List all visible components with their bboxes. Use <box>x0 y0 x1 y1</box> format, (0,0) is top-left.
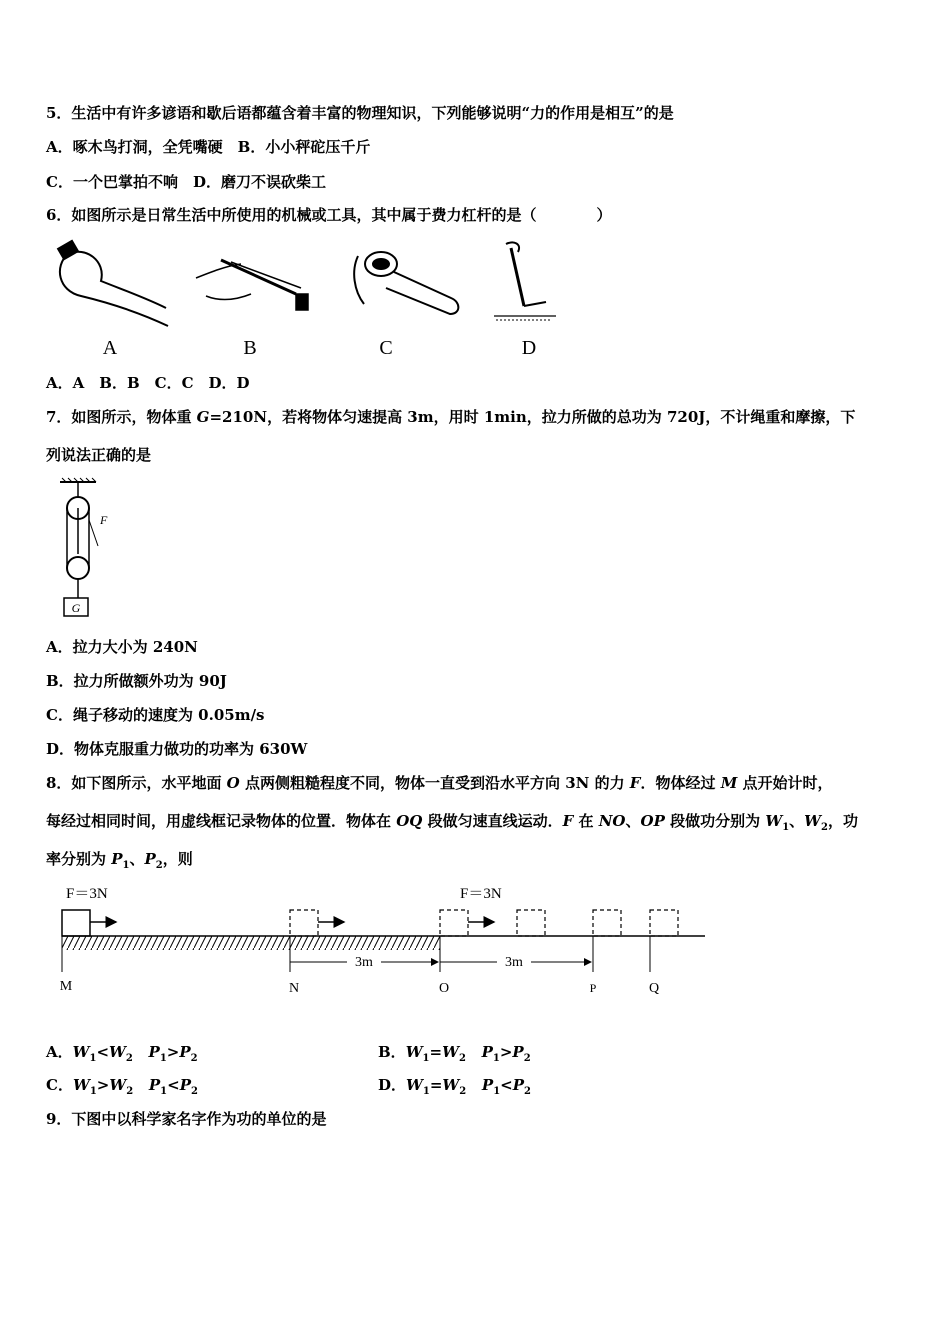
dashed-position-n <box>290 910 318 936</box>
q6-label-b: B <box>243 337 257 359</box>
tweezers-icon <box>196 260 308 310</box>
object-block <box>62 910 90 936</box>
q8-stem-line1: 8．如下图所示，水平地面 O 点两侧粗糙程度不同，物体一直受到沿水平方向 3N 的力 F．物体经过 M 点开始计时， <box>46 774 833 792</box>
point-p: P <box>589 981 597 995</box>
q7-option-b: B．拉力所做额外功为 90J <box>46 672 227 690</box>
q7-option-a: A．拉力大小为 240N <box>46 638 198 656</box>
q8-force-right: F＝3N <box>460 886 502 902</box>
q8-option-d: D．$W_1=W_2$ $P_1<P_2$ <box>378 1076 531 1097</box>
q7-option-c: C．绳子移动的速度为 0.05m/s <box>46 706 265 724</box>
q7-pulley-figure <box>50 476 130 621</box>
q5-options-row1: A．啄木鸟打洞，全凭嘴硬 B．小小秤砣压千斤 <box>46 138 371 156</box>
q8-stem-line2: 每经过相同时间，用虚线框记录物体的位置．物体在 OQ 段做匀速直线运动．F 在 NO、OP 段做功分别为 $W_1$、$W_2$，功 <box>46 812 859 833</box>
q6-options: A．A B．B C．C D．D <box>46 374 250 392</box>
q7-force-label: F <box>100 513 108 527</box>
q7-stem-line2: 列说法正确的是 <box>46 446 152 464</box>
dashed-position-p <box>593 910 621 936</box>
q8-distance-no: 3m <box>355 955 373 970</box>
rough-ground <box>62 936 440 950</box>
dashed-position-o <box>440 910 468 936</box>
q8-option-c: C．$W_1>W_2$ $P_1<P_2$ <box>46 1076 198 1097</box>
point-q: Q <box>648 981 660 996</box>
q8-distance-op: 3m <box>505 955 523 970</box>
q5-stem: 5．生活中有许多谚语和歇后语都蕴含着丰富的物理知识，下列能够说明“力的作用是相互”的是 <box>46 104 674 122</box>
dashed-position-3 <box>517 910 545 936</box>
q9-stem: 9．下图中以科学家名字作为功的单位的是 <box>46 1110 327 1128</box>
q8-force-left: F＝3N <box>66 886 108 902</box>
bottle-opener-icon <box>354 252 458 314</box>
q6-label-c: C <box>379 337 393 359</box>
q6-label-a: A <box>102 337 118 359</box>
crowbar-icon <box>494 242 556 320</box>
pincers-icon <box>58 241 168 326</box>
q7-stem-line1: 7．如图所示，物体重 G=210N，若将物体匀速提高 3m，用时 1min，拉力所做的总功为 720J，不计绳重和摩擦，下 <box>46 408 856 426</box>
point-o: O <box>438 981 450 996</box>
q8-stem-line3: 率分别为 $P_1$、$P_2$，则 <box>46 850 193 871</box>
q7-option-d: D．物体克服重力做功的功率为 630W <box>46 740 308 758</box>
q6-stem: 6．如图所示是日常生活中所使用的机械或工具，其中属于费力杠杆的是（ ） <box>46 206 612 224</box>
q6-tools-figure <box>46 236 586 366</box>
q5-options-row2: C．一个巴掌拍不响 D．磨刀不误砍柴工 <box>46 173 326 191</box>
q8-motion-figure <box>50 876 720 1006</box>
q7-block-label: G <box>71 601 81 615</box>
q8-option-a: A．$W_1<W_2$ $P_1>P_2$ <box>46 1043 198 1064</box>
dashed-position-q <box>650 910 678 936</box>
q8-option-b: B．$W_1=W_2$ $P_1>P_2$ <box>378 1043 531 1064</box>
point-m: M <box>59 979 73 994</box>
q6-label-d: D <box>521 337 537 359</box>
point-n: N <box>288 981 300 996</box>
movable-pulley-icon <box>67 557 89 579</box>
